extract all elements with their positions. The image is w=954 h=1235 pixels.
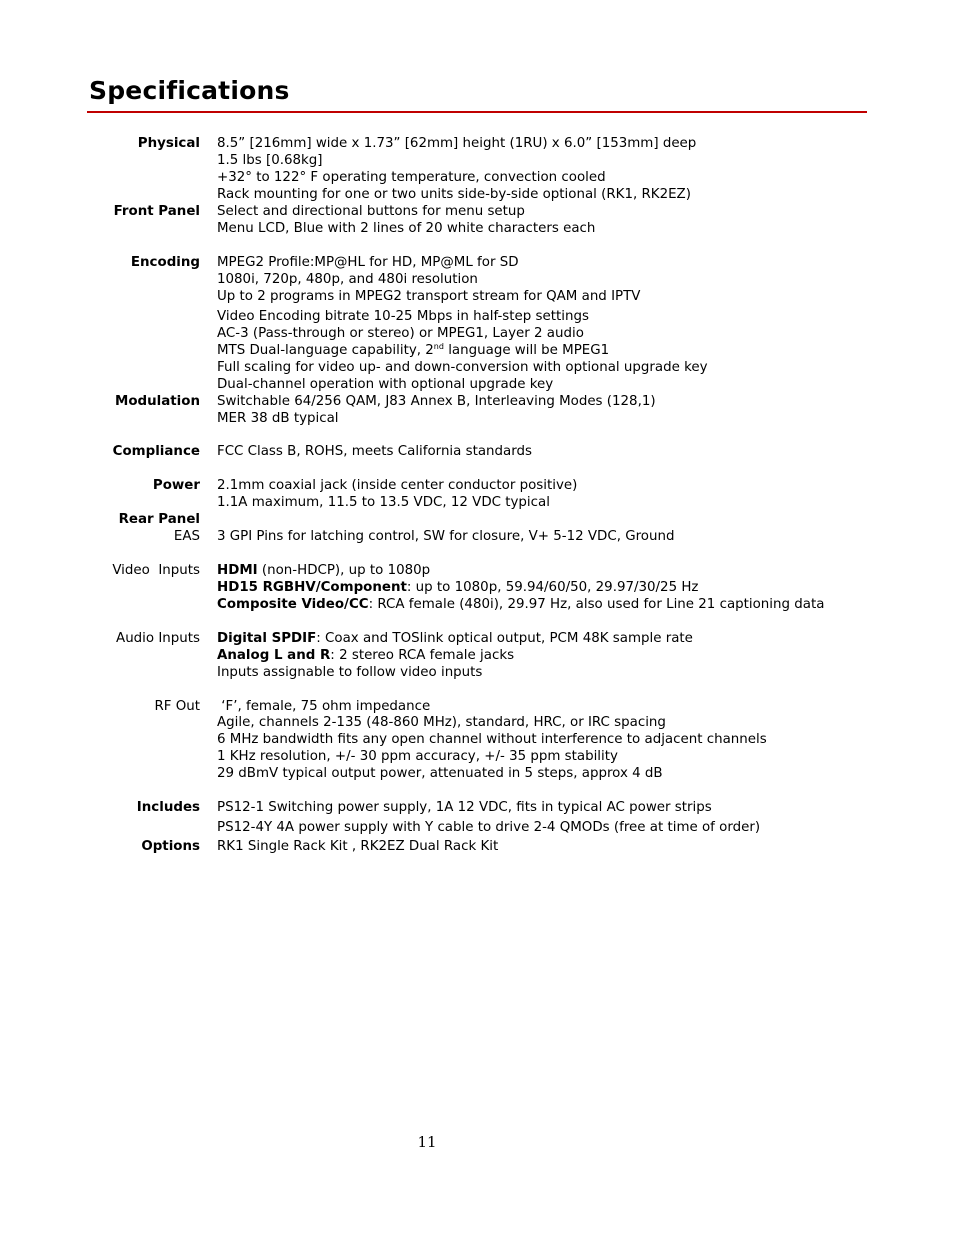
front-panel-label: Front Panel	[113, 204, 200, 219]
rear-panel-label: Rear Panel	[118, 512, 200, 527]
power-line: 2.1mm coaxial jack (inside center conductor positive)	[217, 478, 578, 493]
audio-input-assign: Inputs assignable to follow video inputs	[217, 665, 483, 680]
modulation-line: Switchable 64/256 QAM, J83 Annex B, Interleaving Modes (128,1)	[217, 394, 656, 409]
front-panel-line: Select and directional buttons for menu setup	[217, 204, 525, 219]
page-title: Specifications	[89, 76, 290, 105]
composite-bold: Composite Video/CC	[217, 597, 369, 612]
physical-line: 1.5 lbs [0.68kg]	[217, 153, 323, 168]
encoding-line: MPEG2 Profile:MP@HL for HD, MP@ML for SD	[217, 255, 519, 270]
mts-superscript: nd	[433, 342, 444, 351]
rf-out-line: ‘F’, female, 75 ohm impedance	[217, 699, 431, 714]
encoding-line: 1080i, 720p, 480p, and 480i resolution	[217, 272, 478, 287]
audio-inputs-label: Audio Inputs	[116, 631, 200, 646]
analog-text: : 2 stereo RCA female jacks	[330, 648, 515, 663]
eas-label: EAS	[173, 529, 200, 544]
includes-line: PS12-1 Switching power supply, 1A 12 VDC, fits in typical AC power strips	[217, 800, 712, 815]
power-line: 1.1A maximum, 11.5 to 13.5 VDC, 12 VDC typical	[217, 495, 550, 510]
video-input-hdmi	[217, 562, 430, 579]
encoding-line: Up to 2 programs in MPEG2 transport stream for QAM and IPTV	[217, 289, 641, 304]
spdif-bold: Digital SPDIF	[217, 631, 317, 646]
encoding-line: AC-3 (Pass-through or stereo) or MPEG1, Layer 2 audio	[217, 326, 584, 341]
power-label: Power	[152, 478, 200, 493]
spdif-text: : Coax and TOSlink optical output, PCM 48K sample rate	[316, 631, 693, 646]
eas-line: 3 GPI Pins for latching control, SW for closure, V+ 5-12 VDC, Ground	[217, 529, 675, 544]
rf-out-line: Agile, channels 2-135 (48-860 MHz), standard, HRC, or IRC spacing	[217, 715, 666, 730]
audio-input-spdif	[217, 630, 693, 647]
video-inputs-label: Video Inputs	[112, 563, 200, 578]
includes-line: PS12-4Y 4A power supply with Y cable to drive 2-4 QMODs (free at time of order)	[217, 820, 761, 835]
rf-out-line: 6 MHz bandwidth fits any open channel without interference to adjacent channels	[217, 732, 767, 747]
hd15-bold: HD15 RGBHV/Component	[217, 580, 407, 595]
modulation-line: MER 38 dB typical	[217, 411, 339, 426]
video-input-hd15	[217, 579, 698, 596]
options-line: RK1 Single Rack Kit , RK2EZ Dual Rack Kit	[217, 839, 499, 854]
encoding-line: Full scaling for video up- and down-conversion with optional upgrade key	[217, 360, 708, 375]
mts-text-after: language will be MPEG1	[443, 343, 610, 358]
rf-out-line: 1 KHz resolution, +/- 30 ppm accuracy, +/- 35 ppm stability	[217, 749, 618, 764]
page-number: 11	[417, 1133, 437, 1151]
encoding-line: Video Encoding bitrate 10-25 Mbps in half-step settings	[217, 309, 589, 324]
encoding-label: Encoding	[130, 255, 200, 270]
video-input-composite	[217, 596, 824, 613]
physical-label: Physical	[137, 136, 200, 151]
hdmi-text: (non-HDCP), up to 1080p	[257, 563, 431, 578]
compliance-label: Compliance	[112, 444, 200, 459]
encoding-line: Dual-channel operation with optional upgrade key	[217, 377, 554, 392]
physical-line: 8.5” [216mm] wide x 1.73” [62mm] height (1RU) x 6.0” [153mm] deep	[217, 136, 697, 151]
hdmi-bold: HDMI	[217, 563, 258, 578]
title-rule	[87, 111, 867, 113]
composite-text: : RCA female (480i), 29.97 Hz, also used for Line 21 captioning data	[368, 597, 825, 612]
options-label: Options	[141, 839, 200, 854]
front-panel-line: Menu LCD, Blue with 2 lines of 20 white characters each	[217, 221, 596, 236]
modulation-label: Modulation	[115, 394, 200, 409]
physical-line: +32° to 122° F operating temperature, convection cooled	[217, 170, 606, 185]
includes-label: Includes	[136, 800, 200, 815]
encoding-mts-line	[217, 342, 609, 359]
rf-out-line: 29 dBmV typical output power, attenuated in 5 steps, approx 4 dB	[217, 766, 663, 781]
mts-text-before: MTS Dual-language capability, 2	[217, 343, 434, 358]
hd15-text: : up to 1080p, 59.94/60/50, 29.97/30/25 Hz	[406, 580, 699, 595]
analog-bold: Analog L and R	[217, 648, 331, 663]
audio-input-analog	[217, 647, 514, 664]
compliance-line: FCC Class B, ROHS, meets California standards	[217, 444, 532, 459]
physical-line: Rack mounting for one or two units side-by-side optional (RK1, RK2EZ)	[217, 187, 691, 202]
rf-out-label: RF Out	[154, 699, 200, 714]
